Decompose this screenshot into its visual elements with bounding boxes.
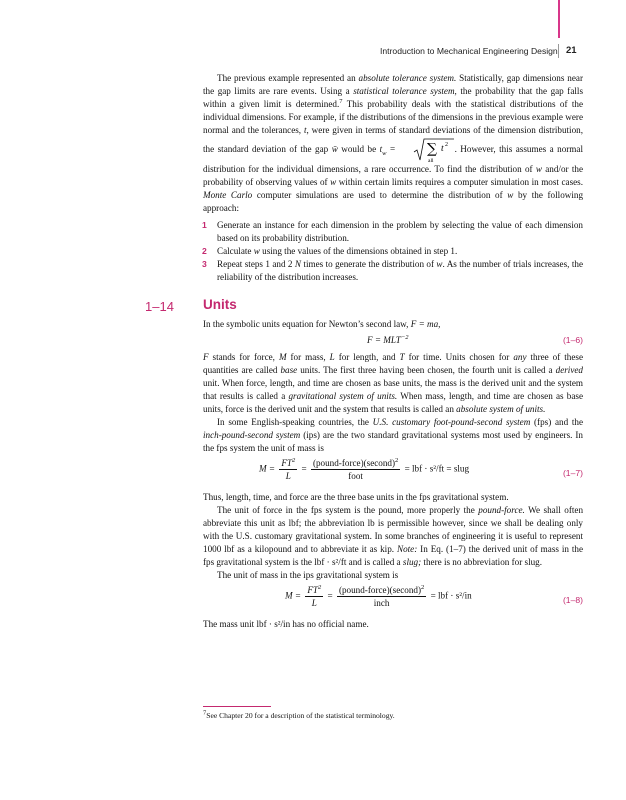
- list-item: 1 Generate an instance for each dimension in the problem by selecting the value of each dimension based on its probability distribution.: [202, 220, 583, 243]
- section-heading: [145, 294, 583, 318]
- footnote-rule: [203, 706, 271, 707]
- equation-1-7: M = $\frac{FT^2}{L}$ = $\frac{(pound-force)(second)^2}{\text{foot}}$ = lbf · s²/ft = slug (1–7): [259, 456, 583, 481]
- running-header: [380, 44, 580, 58]
- svg-text:all: all: [427, 158, 434, 163]
- paragraph-units: F stands for force, M for mass, L for length, and T for time. Units chosen for any three of these quantities are called base units. The first three having been chosen, the fourth unit is called a derived unit. When force, length, and time are chosen as base units, the mass is the derived unit and the system that results is called a gravitational system of units. When mass, length, and time are chosen as base units, force is the derived unit and the system that results is called an absolute system of units.: [203, 352, 583, 414]
- equation-tag: (1–7): [562, 468, 583, 478]
- paragraph-units-intro: In the symbolic units equation for Newton’s second law, F = ma,: [203, 319, 441, 329]
- footnote-mark: 7: [339, 97, 343, 105]
- list-item: 2 Calculate w using the values of the dimensions obtained in step 1.: [202, 246, 458, 256]
- paragraph-tolerance: The previous example represented an absolute tolerance system. Statistically, gap dimensions near the gap limits are rare events. Using a statistical tolerance system, the probability that the gap falls within a given limit is determined.$^7$ This probability deals with the statistical distributions of the individual dimensions. For example, if the distributions of the dimensions in the previous example were normal and the tolerances, t, were given in terms of standard deviations of the dimension distribution, the standard deviation of the gap w̄ would be $t_w$ = ∑ t 2 all . However, this assumes a normal distribution for the individual dimensions, a rare occurrence. To find the distribution of w and/or the probability of observing values of w within certain limits requires a computer simulation in most cases. Monte Carlo computer simulations are used to determine the distribution of w by the following approach:: [203, 73, 584, 213]
- paragraph-mass-unit: The mass unit lbf · s²/in has no official name.: [203, 619, 369, 629]
- simulation-steps: [203, 219, 583, 284]
- footnote: $^7$See Chapter 20 for a description of the statistical terminology.: [203, 709, 395, 720]
- sqrt-sum-formula: [399, 137, 455, 163]
- header-divider: [558, 44, 559, 58]
- paragraph-base-units: Thus, length, time, and force are the three base units in the fps gravitational system.: [203, 492, 509, 502]
- page-number: 21: [566, 45, 577, 56]
- section-title: Units: [203, 297, 237, 312]
- header-accent-rule: [558, 0, 560, 38]
- equation-tag: (1–8): [562, 595, 583, 605]
- running-title: Introduction to Mechanical Engineering Design: [380, 46, 558, 56]
- svg-text:t: t: [440, 144, 444, 154]
- page-body: [145, 72, 584, 631]
- equation-tag: (1–6): [562, 335, 583, 345]
- equation-1-8: M = $\frac{FT^2}{L}$ = $\frac{(pound-force)(second)^2}{\text{inch}}$ = lbf · s²/in (1–8): [285, 583, 583, 608]
- paragraph-ips-mass: The unit of mass in the ips gravitational system is: [217, 570, 399, 580]
- section-number: 1–14: [145, 299, 174, 314]
- paragraph-english-systems: In some English-speaking countries, the U.S. customary foot-pound-second system (fps) and the inch-pound-second system (ips) are the two standard gravitational systems most used by engineers. In the fps system the unit of mass is: [203, 417, 583, 453]
- list-item: 3 Repeat steps 1 and 2 N times to generate the distribution of w. As the number of trials increases, the reliability of the distribution increases.: [202, 259, 583, 282]
- svg-text:∑: ∑: [426, 141, 437, 157]
- svg-text:2: 2: [444, 142, 448, 148]
- paragraph-pound-force: The unit of force in the fps system is the pound, more properly the pound-force. We shall often abbreviate this unit as lbf; the abbreviation lb is permissible however, since we shall be dealing only with the U.S. customary gravitational system. In some branches of engineering it is useful to represent 1000 lbf as a kilopound and to abbreviate it as kip. Note: In Eq. (1–7) the derived unit of mass in the fps gravitational system is the lbf · s²/ft and is called a slug; there is no abbreviation for slug.: [203, 505, 584, 567]
- equation-1-6: $F = MLT^{-2}$ (1–6): [367, 333, 583, 345]
